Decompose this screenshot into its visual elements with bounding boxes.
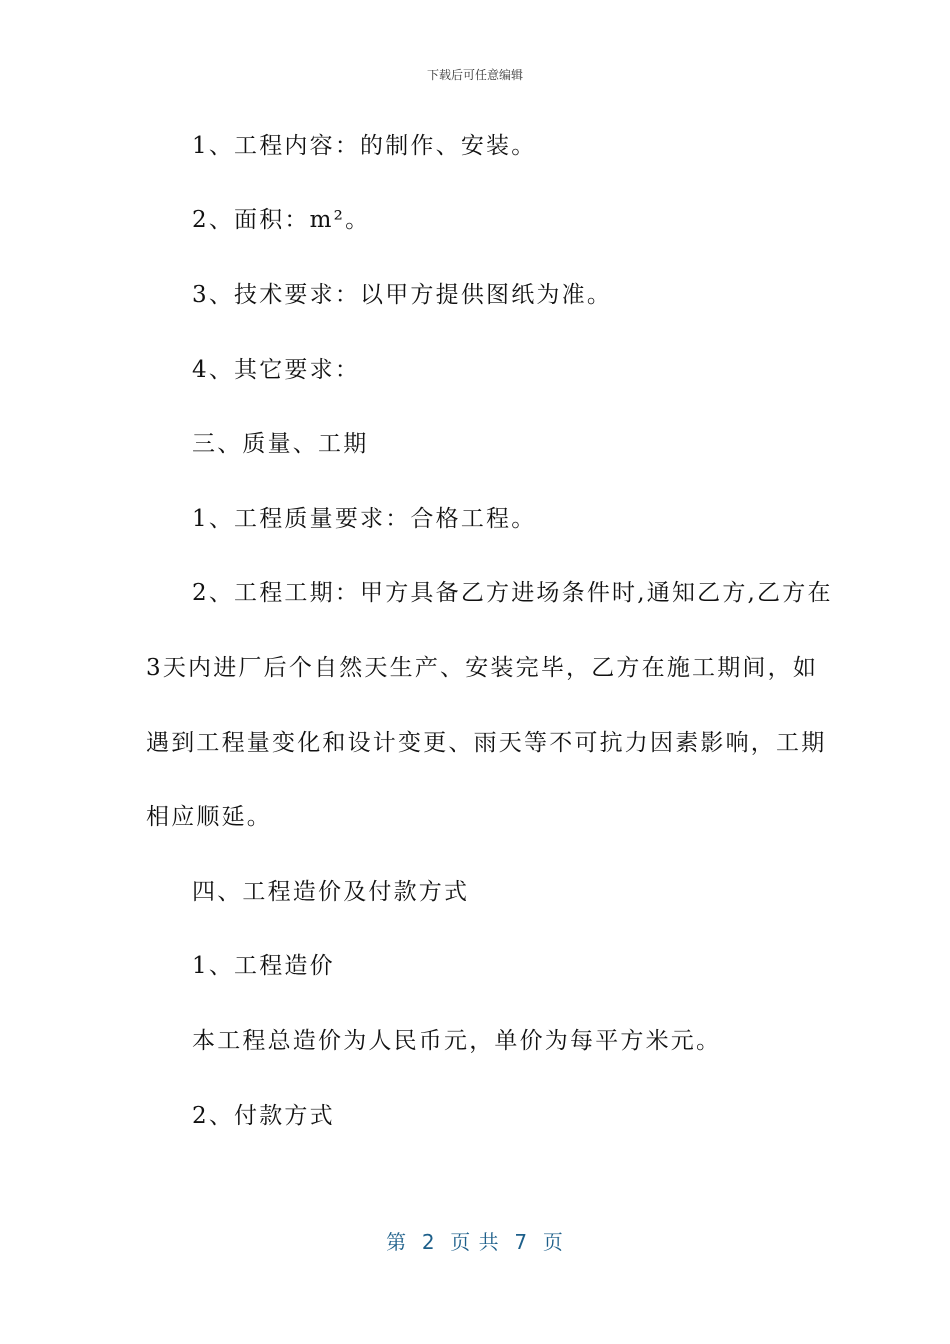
section-heading-price-payment: 四、工程造价及付款方式 xyxy=(192,879,470,905)
item-other-requirements: 4、其它要求： xyxy=(192,357,361,383)
item-schedule-line-4: 相应顺延。 xyxy=(146,804,272,830)
item-project-cost: 1、工程造价 xyxy=(192,953,335,979)
item-payment-method: 2、付款方式 xyxy=(192,1103,335,1129)
page-number-footer: 第 2 页 共 7 页 xyxy=(386,1230,564,1254)
item-work-content: 1、工程内容：的制作、安装。 xyxy=(192,133,537,159)
item-schedule-line-1: 2、工程工期：甲方具备乙方进场条件时,通知乙方,乙方在 xyxy=(192,580,833,606)
item-schedule-line-2: 3天内进厂后个自然天生产、安装完毕，乙方在施工期间，如 xyxy=(146,655,819,681)
item-total-cost-text: 本工程总造价为人民币元，单价为每平方米元。 xyxy=(192,1028,722,1054)
item-quality-requirement: 1、工程质量要求：合格工程。 xyxy=(192,506,537,532)
item-schedule-line-3: 遇到工程量变化和设计变更、雨天等不可抗力因素影响，工期 xyxy=(146,730,827,756)
item-technical-requirements: 3、技术要求：以甲方提供图纸为准。 xyxy=(192,282,613,308)
item-area: 2、面积：m²。 xyxy=(192,207,371,233)
section-heading-quality-schedule: 三、质量、工期 xyxy=(192,431,369,457)
header-note: 下载后可任意编辑 xyxy=(426,68,523,82)
